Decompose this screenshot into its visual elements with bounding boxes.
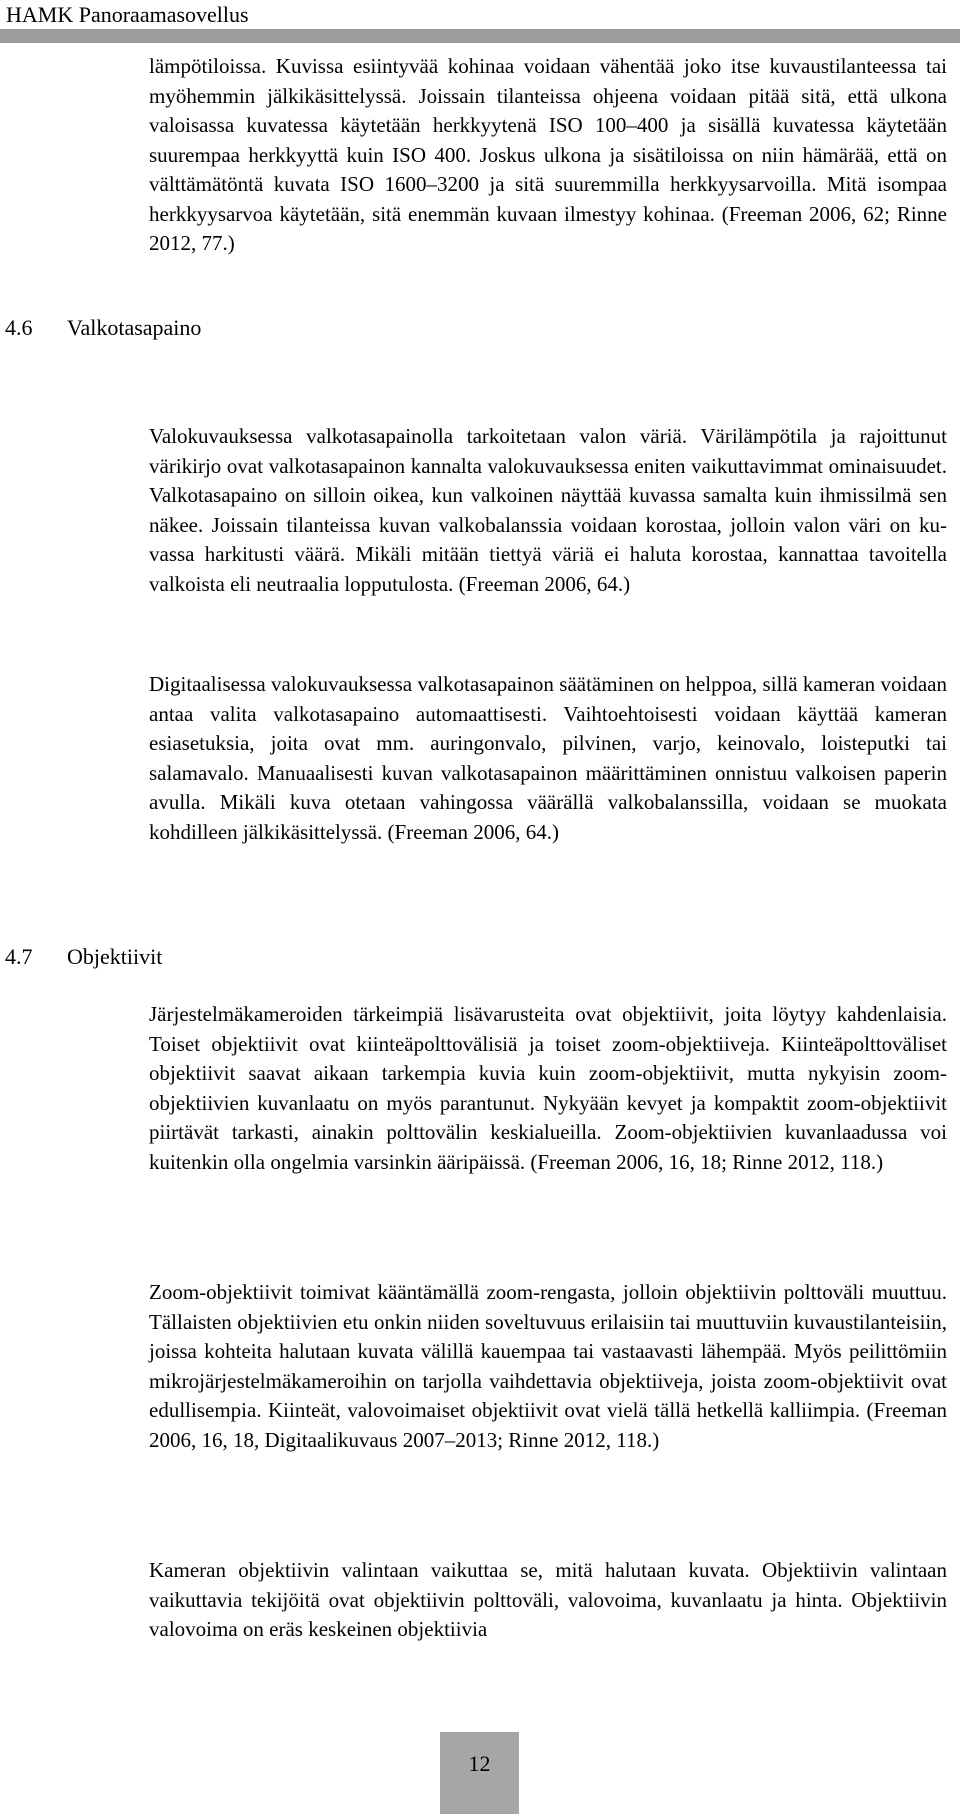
section-title: Valkotasapaino xyxy=(67,315,202,340)
paragraph-lenses-2: Zoom-objektiivit toimivat kääntämällä zoom-rengasta, jolloin objektiivin polttoväli muuttuu. Tällaisten objektiivien etu onkin niiden soveltuvuus erilaisiin tai muuttuviin kuvaustilanteisiin, joissa kohteita halutaan kuvata välillä kauempaa tai vastaavasti lähempää. Myös peilittömiin mikrojärjestelmäkameroihin on tarjolla vaihdettavia objektiiveja, joista zoom-objektiivit ovat edullisempia. Kiinteät, valovoimaiset objektiivit ovat vielä tällä hetkellä kalliimpia. (Freeman 2006, 16, 18, Digitaalikuvaus 2007–2013; Rinne 2012, 118.) xyxy=(149,1280,947,1452)
document-title: HAMK Panoraamasovellus xyxy=(6,2,249,27)
section-number: 4.7 xyxy=(5,944,33,969)
page-number: 12 xyxy=(468,1751,491,1776)
paragraph-lenses-3: Kameran objektiivin valintaan vaikuttaa se, mitä halutaan kuvata. Objektiivin valintaan vaikuttavia tekijöitä ovat objektiivin polttoväli, valovoima, kuvanlaatu ja hinta. Objektiivin valovoima on eräs keskeinen objektiivia xyxy=(149,1558,947,1641)
page-header xyxy=(0,0,960,44)
section-title: Objektiivit xyxy=(67,944,163,969)
paragraph-white-balance-2: Digitaalisessa valokuvauksessa valkotasapainon säätäminen on helppoa, sillä kameran voidaan antaa valita valkotasapaino automaattisesti. Vaihtoehtoisesti voidaan käyttää kameran esiasetuksia, joita ovat mm. auringonvalo, pilvinen, varjo, keinovalo, loisteputki tai salamavalo. Manuaalisesti kuvan valkotasapainon määrittäminen onnistuu valkoisen paperin avulla. Mikäli kuva otetaan vahingossa väärällä valkobalanssilla, voidaan se muokata kohdilleen jälkikäsittelyssä. (Freeman 2006, 64.) xyxy=(149,672,947,844)
section-heading-lenses xyxy=(5,942,162,972)
page-number-box xyxy=(440,1732,519,1814)
header-rule xyxy=(0,29,960,43)
paragraph-white-balance-1: Valokuvauksessa valkotasapainolla tarkoitetaan valon väriä. Värilämpötila ja rajoittunut värikirjo ovat valkotasapainon kannalta valokuvauksessa eniten vaikuttavimmat ominaisuudet. Valkotasapaino on silloin oikea, kun valkoinen näyttää kuvassa samalta kuin ihmissilmä sen näkee. Joissain tilanteissa kuvan valkobalanssia voidaan korostaa, jolloin valon väri on kuvassa harkitusti väärä. Mikäli mitään tiettyä väriä ei haluta korostaa, kannattaa tavoitella valkoista eli neutraalia lopputulosta. (Freeman 2006, 64.) xyxy=(149,424,947,596)
paragraph-intro: lämpötiloissa. Kuvissa esiintyvää kohinaa voidaan vähentää joko itse kuvaustilanteessa tai myöhemmin jälkikäsittelyssä. Joissain tilanteissa ohjeena voidaan pitää sitä, että ulkona valoisassa kuvatessa käytetään herkkyytenä ISO 100–400 ja sisällä kuvatessa käytetään suurempaa herkkyyttä kuin ISO 400. Joskus ulkona ja sisätiloissa on niin hämärää, että on välttämätöntä kuvata ISO 1600–3200 ja sitä suuremmilla herkkyysarvoilla. Mitä isompaa herkkyysarvoa käytetään, sitä enemmän kuvaan ilmestyy kohinaa. (Freeman 2006, 62; Rinne 2012, 77.) xyxy=(149,54,947,255)
section-number: 4.6 xyxy=(5,315,33,340)
section-heading-white-balance xyxy=(5,313,201,343)
paragraph-lenses-1: Järjestelmäkameroiden tärkeimpiä lisävarusteita ovat objektiivit, joita löytyy kahdenlaisia. Toiset objektiivit ovat kiinteäpolttovälisiä ja toiset zoom-objektiiveja. Kiinteäpolttoväliset objektiivit saavat aikaan tarkempia kuvia kuin zoom-objektiivit, mutta nykyisin zoom-objektiivien kuvanlaatu on myös parantunut. Nykyään kevyet ja kompaktit zoom-objektiivit piirtävät tarkasti, ainakin polttovälin keskialueilla. Zoom-objektiivien kuvanlaadussa voi kuitenkin olla ongelmia varsinkin ääripäissä. (Freeman 2006, 16, 18; Rinne 2012, 118.) xyxy=(149,1002,947,1174)
